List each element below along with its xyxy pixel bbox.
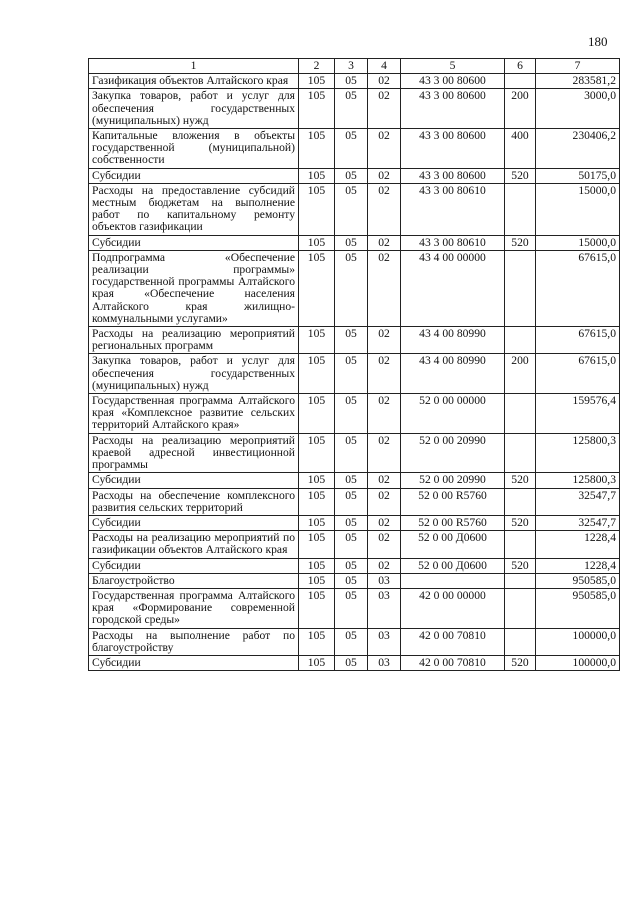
table-row — [89, 588, 620, 628]
expense-name-cell: Расходы на реализацию мероприятий региональных программ — [89, 327, 299, 354]
admin-code-cell: 105 — [299, 250, 335, 326]
amount-cell: 67615,0 — [536, 327, 620, 354]
expense-type-cell: 200 — [505, 354, 536, 394]
section-code-cell: 05 — [335, 235, 368, 250]
subsection-code-cell: 02 — [368, 327, 401, 354]
section-code-cell: 05 — [335, 129, 368, 169]
admin-code-cell: 105 — [299, 573, 335, 588]
expense-name-cell: Расходы на предоставление субсидий местным бюджетам на выполнение работ по капитальному ремонту объектов газификации — [89, 183, 299, 235]
table-row — [89, 354, 620, 394]
amount-cell: 100000,0 — [536, 655, 620, 670]
expense-type-cell — [505, 628, 536, 655]
table-row — [89, 628, 620, 655]
subsection-code-cell: 03 — [368, 655, 401, 670]
target-article-cell: 42 0 00 70810 — [401, 628, 505, 655]
expense-name-cell: Субсидии — [89, 168, 299, 183]
target-article-cell: 43 3 00 80600 — [401, 74, 505, 89]
expense-type-cell: 520 — [505, 655, 536, 670]
target-article-cell: 43 3 00 80610 — [401, 235, 505, 250]
amount-cell: 283581,2 — [536, 74, 620, 89]
admin-code-cell: 105 — [299, 433, 335, 473]
section-code-cell: 05 — [335, 327, 368, 354]
subsection-code-cell: 02 — [368, 515, 401, 530]
subsection-code-cell: 02 — [368, 433, 401, 473]
table-row — [89, 89, 620, 129]
admin-code-cell: 105 — [299, 394, 335, 434]
target-article-cell: 52 0 00 20990 — [401, 473, 505, 488]
table-row — [89, 183, 620, 235]
target-article-cell: 52 0 00 R5760 — [401, 515, 505, 530]
amount-cell: 50175,0 — [536, 168, 620, 183]
target-article-cell: 43 4 00 80990 — [401, 354, 505, 394]
column-header: 5 — [401, 59, 505, 74]
section-code-cell: 05 — [335, 558, 368, 573]
column-header: 1 — [89, 59, 299, 74]
admin-code-cell: 105 — [299, 354, 335, 394]
amount-cell: 950585,0 — [536, 588, 620, 628]
target-article-cell: 43 3 00 80610 — [401, 183, 505, 235]
expense-name-cell: Закупка товаров, работ и услуг для обеспечения государственных (муниципальных) нужд — [89, 89, 299, 129]
subsection-code-cell: 02 — [368, 183, 401, 235]
table-row — [89, 394, 620, 434]
budget-table — [88, 58, 620, 671]
section-code-cell: 05 — [335, 394, 368, 434]
amount-cell: 32547,7 — [536, 488, 620, 515]
table-row — [89, 129, 620, 169]
table-row — [89, 327, 620, 354]
amount-cell: 3000,0 — [536, 89, 620, 129]
amount-cell: 230406,2 — [536, 129, 620, 169]
admin-code-cell: 105 — [299, 235, 335, 250]
column-header: 7 — [536, 59, 620, 74]
admin-code-cell: 105 — [299, 488, 335, 515]
admin-code-cell: 105 — [299, 515, 335, 530]
table-row — [89, 515, 620, 530]
table-row — [89, 250, 620, 326]
subsection-code-cell: 03 — [368, 588, 401, 628]
section-code-cell: 05 — [335, 183, 368, 235]
table-row — [89, 573, 620, 588]
section-code-cell: 05 — [335, 488, 368, 515]
table-row — [89, 531, 620, 558]
expense-name-cell: Газификация объектов Алтайского края — [89, 74, 299, 89]
target-article-cell — [401, 573, 505, 588]
table-row — [89, 168, 620, 183]
section-code-cell: 05 — [335, 89, 368, 129]
expense-name-cell: Субсидии — [89, 473, 299, 488]
column-header: 2 — [299, 59, 335, 74]
expense-type-cell — [505, 74, 536, 89]
amount-cell: 950585,0 — [536, 573, 620, 588]
admin-code-cell: 105 — [299, 89, 335, 129]
section-code-cell: 05 — [335, 168, 368, 183]
expense-name-cell: Расходы на реализацию мероприятий краевой адресной инвестиционной программы — [89, 433, 299, 473]
expense-name-cell: Подпрограмма «Обеспечение реализации программы» государственной программы Алтайского края «Обеспечение населения Алтайского края жилищно-коммунальными услугами» — [89, 250, 299, 326]
amount-cell: 32547,7 — [536, 515, 620, 530]
amount-cell: 125800,3 — [536, 433, 620, 473]
expense-name-cell: Государственная программа Алтайского края «Формирование современной городской среды» — [89, 588, 299, 628]
target-article-cell: 52 0 00 Д0600 — [401, 558, 505, 573]
table-row — [89, 655, 620, 670]
section-code-cell: 05 — [335, 531, 368, 558]
section-code-cell: 05 — [335, 354, 368, 394]
page-number: 180 — [588, 34, 608, 49]
section-code-cell: 05 — [335, 655, 368, 670]
target-article-cell: 43 3 00 80600 — [401, 168, 505, 183]
table-row — [89, 558, 620, 573]
target-article-cell: 52 0 00 00000 — [401, 394, 505, 434]
subsection-code-cell: 02 — [368, 235, 401, 250]
amount-cell: 100000,0 — [536, 628, 620, 655]
amount-cell: 125800,3 — [536, 473, 620, 488]
subsection-code-cell: 02 — [368, 558, 401, 573]
expense-name-cell: Расходы на выполнение работ по благоустройству — [89, 628, 299, 655]
target-article-cell: 52 0 00 R5760 — [401, 488, 505, 515]
subsection-code-cell: 02 — [368, 89, 401, 129]
admin-code-cell: 105 — [299, 129, 335, 169]
subsection-code-cell: 03 — [368, 628, 401, 655]
admin-code-cell: 105 — [299, 327, 335, 354]
expense-type-cell: 520 — [505, 168, 536, 183]
target-article-cell: 43 3 00 80600 — [401, 129, 505, 169]
admin-code-cell: 105 — [299, 168, 335, 183]
expense-name-cell: Субсидии — [89, 655, 299, 670]
subsection-code-cell: 02 — [368, 250, 401, 326]
admin-code-cell: 105 — [299, 655, 335, 670]
subsection-code-cell: 02 — [368, 473, 401, 488]
section-code-cell: 05 — [335, 74, 368, 89]
section-code-cell: 05 — [335, 573, 368, 588]
expense-type-cell: 400 — [505, 129, 536, 169]
table-row — [89, 433, 620, 473]
table-row — [89, 74, 620, 89]
expense-type-cell: 520 — [505, 235, 536, 250]
expense-name-cell: Закупка товаров, работ и услуг для обеспечения государственных (муниципальных) нужд — [89, 354, 299, 394]
subsection-code-cell: 02 — [368, 394, 401, 434]
column-header: 6 — [505, 59, 536, 74]
target-article-cell: 52 0 00 Д0600 — [401, 531, 505, 558]
expense-type-cell: 520 — [505, 558, 536, 573]
target-article-cell: 43 3 00 80600 — [401, 89, 505, 129]
amount-cell: 15000,0 — [536, 183, 620, 235]
expense-name-cell: Капитальные вложения в объекты государственной (муниципальной) собственности — [89, 129, 299, 169]
admin-code-cell: 105 — [299, 558, 335, 573]
expense-type-cell — [505, 433, 536, 473]
expense-name-cell: Расходы на обеспечение комплексного развития сельских территорий — [89, 488, 299, 515]
expense-type-cell: 200 — [505, 89, 536, 129]
subsection-code-cell: 02 — [368, 129, 401, 169]
subsection-code-cell: 02 — [368, 488, 401, 515]
table-row — [89, 473, 620, 488]
expense-type-cell — [505, 394, 536, 434]
table-row — [89, 488, 620, 515]
expense-name-cell: Благоустройство — [89, 573, 299, 588]
target-article-cell: 43 4 00 80990 — [401, 327, 505, 354]
expense-name-cell: Субсидии — [89, 515, 299, 530]
expense-type-cell — [505, 573, 536, 588]
amount-cell: 67615,0 — [536, 250, 620, 326]
expense-type-cell — [505, 250, 536, 326]
header-row — [89, 59, 620, 74]
subsection-code-cell: 02 — [368, 354, 401, 394]
subsection-code-cell: 02 — [368, 74, 401, 89]
expense-type-cell — [505, 327, 536, 354]
target-article-cell: 42 0 00 70810 — [401, 655, 505, 670]
expense-type-cell — [505, 488, 536, 515]
admin-code-cell: 105 — [299, 628, 335, 655]
admin-code-cell: 105 — [299, 473, 335, 488]
section-code-cell: 05 — [335, 515, 368, 530]
admin-code-cell: 105 — [299, 531, 335, 558]
expense-name-cell: Расходы на реализацию мероприятий по газификации объектов Алтайского края — [89, 531, 299, 558]
expense-type-cell — [505, 531, 536, 558]
target-article-cell: 42 0 00 00000 — [401, 588, 505, 628]
subsection-code-cell: 02 — [368, 168, 401, 183]
section-code-cell: 05 — [335, 473, 368, 488]
amount-cell: 159576,4 — [536, 394, 620, 434]
expense-type-cell: 520 — [505, 515, 536, 530]
expense-name-cell: Субсидии — [89, 558, 299, 573]
expense-name-cell: Субсидии — [89, 235, 299, 250]
column-header: 4 — [368, 59, 401, 74]
admin-code-cell: 105 — [299, 588, 335, 628]
amount-cell: 1228,4 — [536, 531, 620, 558]
expense-type-cell — [505, 588, 536, 628]
target-article-cell: 52 0 00 20990 — [401, 433, 505, 473]
expense-name-cell: Государственная программа Алтайского края «Комплексное развитие сельских территорий Алтайского края» — [89, 394, 299, 434]
section-code-cell: 05 — [335, 588, 368, 628]
admin-code-cell: 105 — [299, 74, 335, 89]
expense-type-cell: 520 — [505, 473, 536, 488]
amount-cell: 67615,0 — [536, 354, 620, 394]
table-row — [89, 235, 620, 250]
amount-cell: 15000,0 — [536, 235, 620, 250]
target-article-cell: 43 4 00 00000 — [401, 250, 505, 326]
section-code-cell: 05 — [335, 250, 368, 326]
subsection-code-cell: 02 — [368, 531, 401, 558]
section-code-cell: 05 — [335, 628, 368, 655]
column-header: 3 — [335, 59, 368, 74]
subsection-code-cell: 03 — [368, 573, 401, 588]
section-code-cell: 05 — [335, 433, 368, 473]
expense-type-cell — [505, 183, 536, 235]
amount-cell: 1228,4 — [536, 558, 620, 573]
admin-code-cell: 105 — [299, 183, 335, 235]
